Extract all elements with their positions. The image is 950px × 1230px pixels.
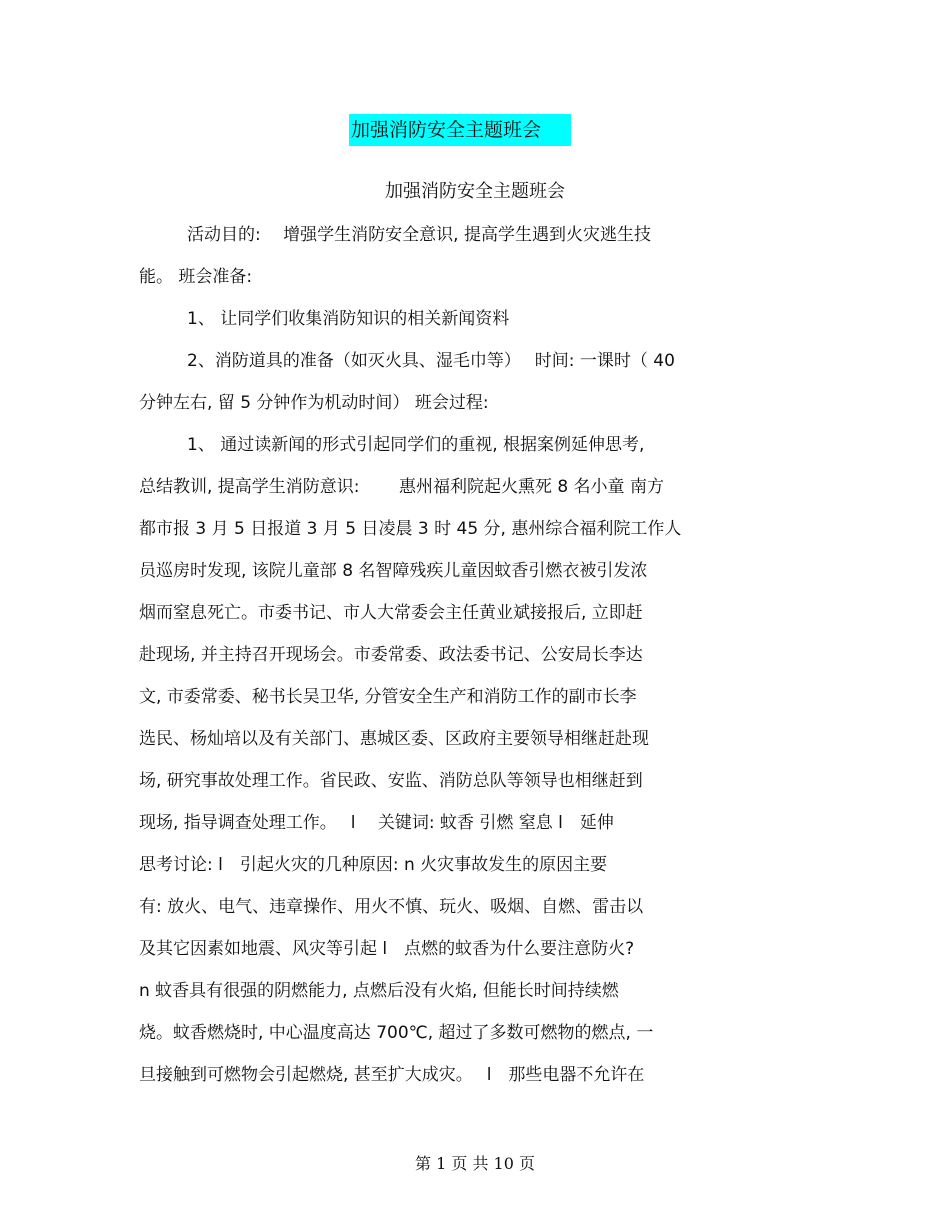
body-line: 员巡房时发现, 该院儿童部 8 名智障残疾儿童因蚊香引燃衣被引发浓 [139, 561, 648, 581]
body-line: 文, 市委常委、秘书长吴卫华, 分管安全生产和消防工作的副市长李 [139, 687, 637, 707]
body-line: 赴现场, 并主持召开现场会。市委常委、政法委书记、公安局长李达 [139, 645, 643, 665]
body-line: 烧。蚊香燃烧时, 中心温度高达 700℃, 超过了多数可燃物的燃点, 一 [139, 1023, 654, 1043]
body-line: 旦接触到可燃物会引起燃烧, 甚至扩大成灾。 l 那些电器不允许在 [139, 1065, 645, 1085]
body-line: 活动目的: 增强学生消防安全意识, 提高学生遇到火灾逃生技 [187, 225, 651, 245]
body-line: 2、消防道具的准备（如灭火具、湿毛巾等） 时间: 一课时（ 40 [187, 351, 675, 371]
body-line: 场, 研究事故处理工作。省民政、安监、消防总队等领导也相继赶到 [139, 771, 643, 791]
document-body [139, 219, 819, 1101]
body-line: 有: 放火、电气、违章操作、用火不慎、玩火、吸烟、自燃、雷击以 [139, 897, 644, 917]
body-line: n 蚊香具有很强的阴燃能力, 点燃后没有火焰, 但能长时间持续燃 [139, 981, 619, 1001]
body-line: 选民、杨灿培以及有关部门、惠城区委、区政府主要领导相继赶赴现 [139, 729, 649, 749]
body-line: 分钟左右, 留 5 分钟作为机动时间） 班会过程: [139, 393, 489, 413]
page-footer: 第 1 页 共 10 页 [415, 1154, 535, 1173]
body-line: 1、 让同学们收集消防知识的相关新闻资料 [187, 309, 510, 329]
body-line: 1、 通过读新闻的形式引起同学们的重视, 根据案例延伸思考, [187, 435, 645, 455]
document-subtitle: 加强消防安全主题班会 [385, 181, 565, 202]
document-title: 加强消防安全主题班会 [349, 114, 571, 146]
body-line: 思考讨论: l 引起火灾的几种原因: n 火灾事故发生的原因主要 [139, 855, 608, 875]
body-line: 及其它因素如地震、风灾等引起 l 点燃的蚊香为什么要注意防火? [139, 939, 635, 959]
body-line: 都市报 3 月 5 日报道 3 月 5 日凌晨 3 时 45 分, 惠州综合福利院工作人 [139, 519, 682, 539]
body-line: 现场, 指导调查处理工作。 l 关键词: 蚊香 引燃 窒息 l 延伸 [139, 813, 614, 833]
body-line: 烟而窒息死亡。市委书记、市人大常委会主任黄业斌接报后, 立即赶 [139, 603, 643, 623]
body-line: 能。 班会准备: [139, 267, 253, 287]
body-line: 总结教训, 提高学生消防意识: 惠州福利院起火熏死 8 名小童 南方 [139, 477, 664, 497]
